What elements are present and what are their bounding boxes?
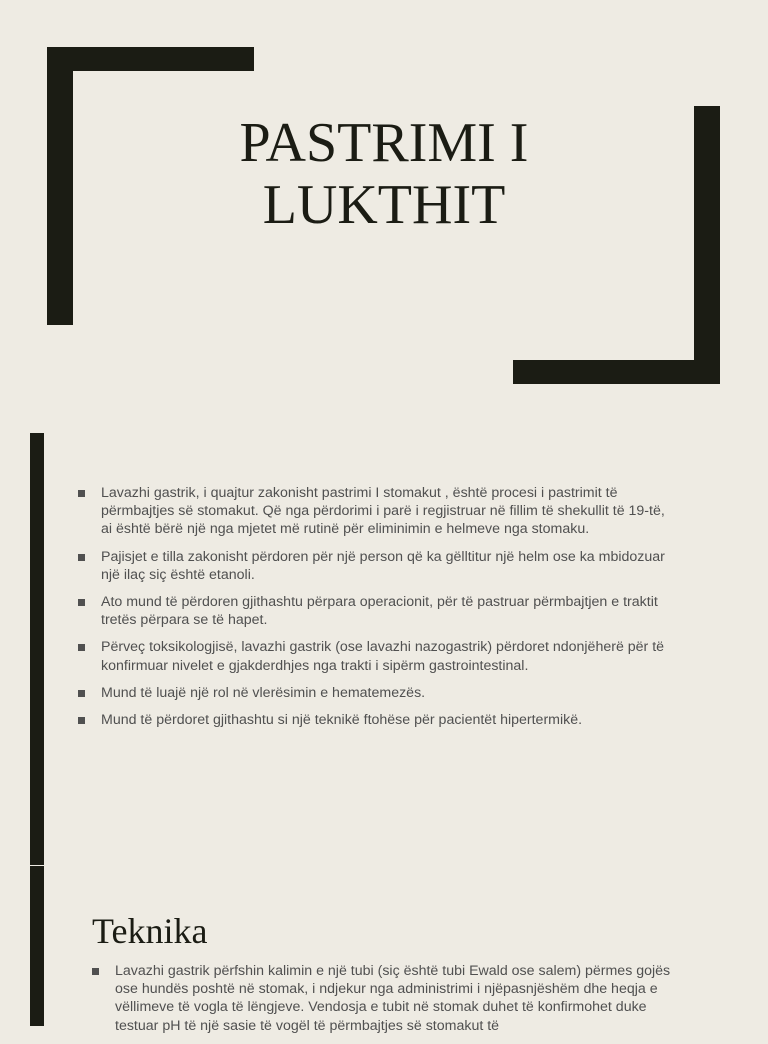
list-item-text: Lavazhi gastrik, i quajtur zakonisht pastrimi I stomakut , është procesi i pastrimit të përmbajtjes së stomakut. Që nga përdorimi i parë i regjistruar në fillim të shekullit të 19-të, ai është bërë një nga mjetet më rutinë për eliminimin e helmeve nga stomaku. <box>101 485 665 538</box>
list-item <box>78 711 678 729</box>
bullet-list <box>92 962 692 1044</box>
frame-corner-bottom-right-horizontal <box>513 360 720 384</box>
list-item <box>78 593 678 629</box>
slide-accent-bar <box>30 433 44 865</box>
frame-corner-top-left-vertical <box>47 47 73 325</box>
list-item <box>78 484 678 539</box>
technique-slide <box>0 866 768 1034</box>
list-item-text: Përveç toksikologjisë, lavazhi gastrik (ose lavazhi nazogastrik) përdoret ndonjëherë për të konfirmuar nivelet e gjakderdhjes nga trakti i sipërm gastrointestinal. <box>101 639 665 674</box>
list-item-text: Ato mund të përdoren gjithashtu përpara operacionit, për të pastruar përmbajtjen e traktit tretës përpara se të hapet. <box>101 594 658 629</box>
list-item <box>78 684 678 702</box>
slide-title-line-1: PASTRIMI I <box>239 112 529 174</box>
list-item-text: Pajisjet e tilla zakonisht përdoren për një person që ka gëlltitur një helm ose ka mbidozuar një ilaç siç është etanoli. <box>101 548 665 583</box>
bullet-list <box>78 484 678 738</box>
square-bullet-icon <box>78 717 85 724</box>
section-title: Teknika <box>92 911 208 951</box>
square-bullet-icon <box>92 968 99 975</box>
list-item-text: Mund të luajë një rol në vlerësimin e hematemezës. <box>101 684 426 701</box>
content-slide <box>0 433 768 865</box>
frame-corner-bottom-right-vertical <box>694 106 720 384</box>
title-slide <box>0 0 768 408</box>
slide-accent-bar <box>30 866 44 1026</box>
square-bullet-icon <box>78 554 85 561</box>
slide-title <box>90 112 678 236</box>
square-bullet-icon <box>78 644 85 651</box>
square-bullet-icon <box>78 690 85 697</box>
frame-corner-top-left-horizontal <box>47 47 254 71</box>
list-item <box>78 638 678 674</box>
list-item <box>92 962 692 1035</box>
square-bullet-icon <box>78 490 85 497</box>
list-item <box>78 548 678 584</box>
square-bullet-icon <box>78 599 85 606</box>
list-item-text: Lavazhi gastrik përfshin kalimin e një tubi (siç është tubi Ewald ose salem) përmes gojës ose hundës poshtë në stomak, i ndjekur nga administrimi i njëpasnjëshëm dhe heqja e vëllimeve të vogla të lëngjeve. Vendosja e tubit në stomak duhet të konfirmohet duke testuar pH të një sasie të vogël të përmbajtjes së stomakut të <box>115 963 671 1034</box>
slide-title-line-2: LUKTHIT <box>262 174 506 236</box>
list-item-text: Mund të përdoret gjithashtu si një teknikë ftohëse për pacientët hipertermikë. <box>101 712 583 729</box>
